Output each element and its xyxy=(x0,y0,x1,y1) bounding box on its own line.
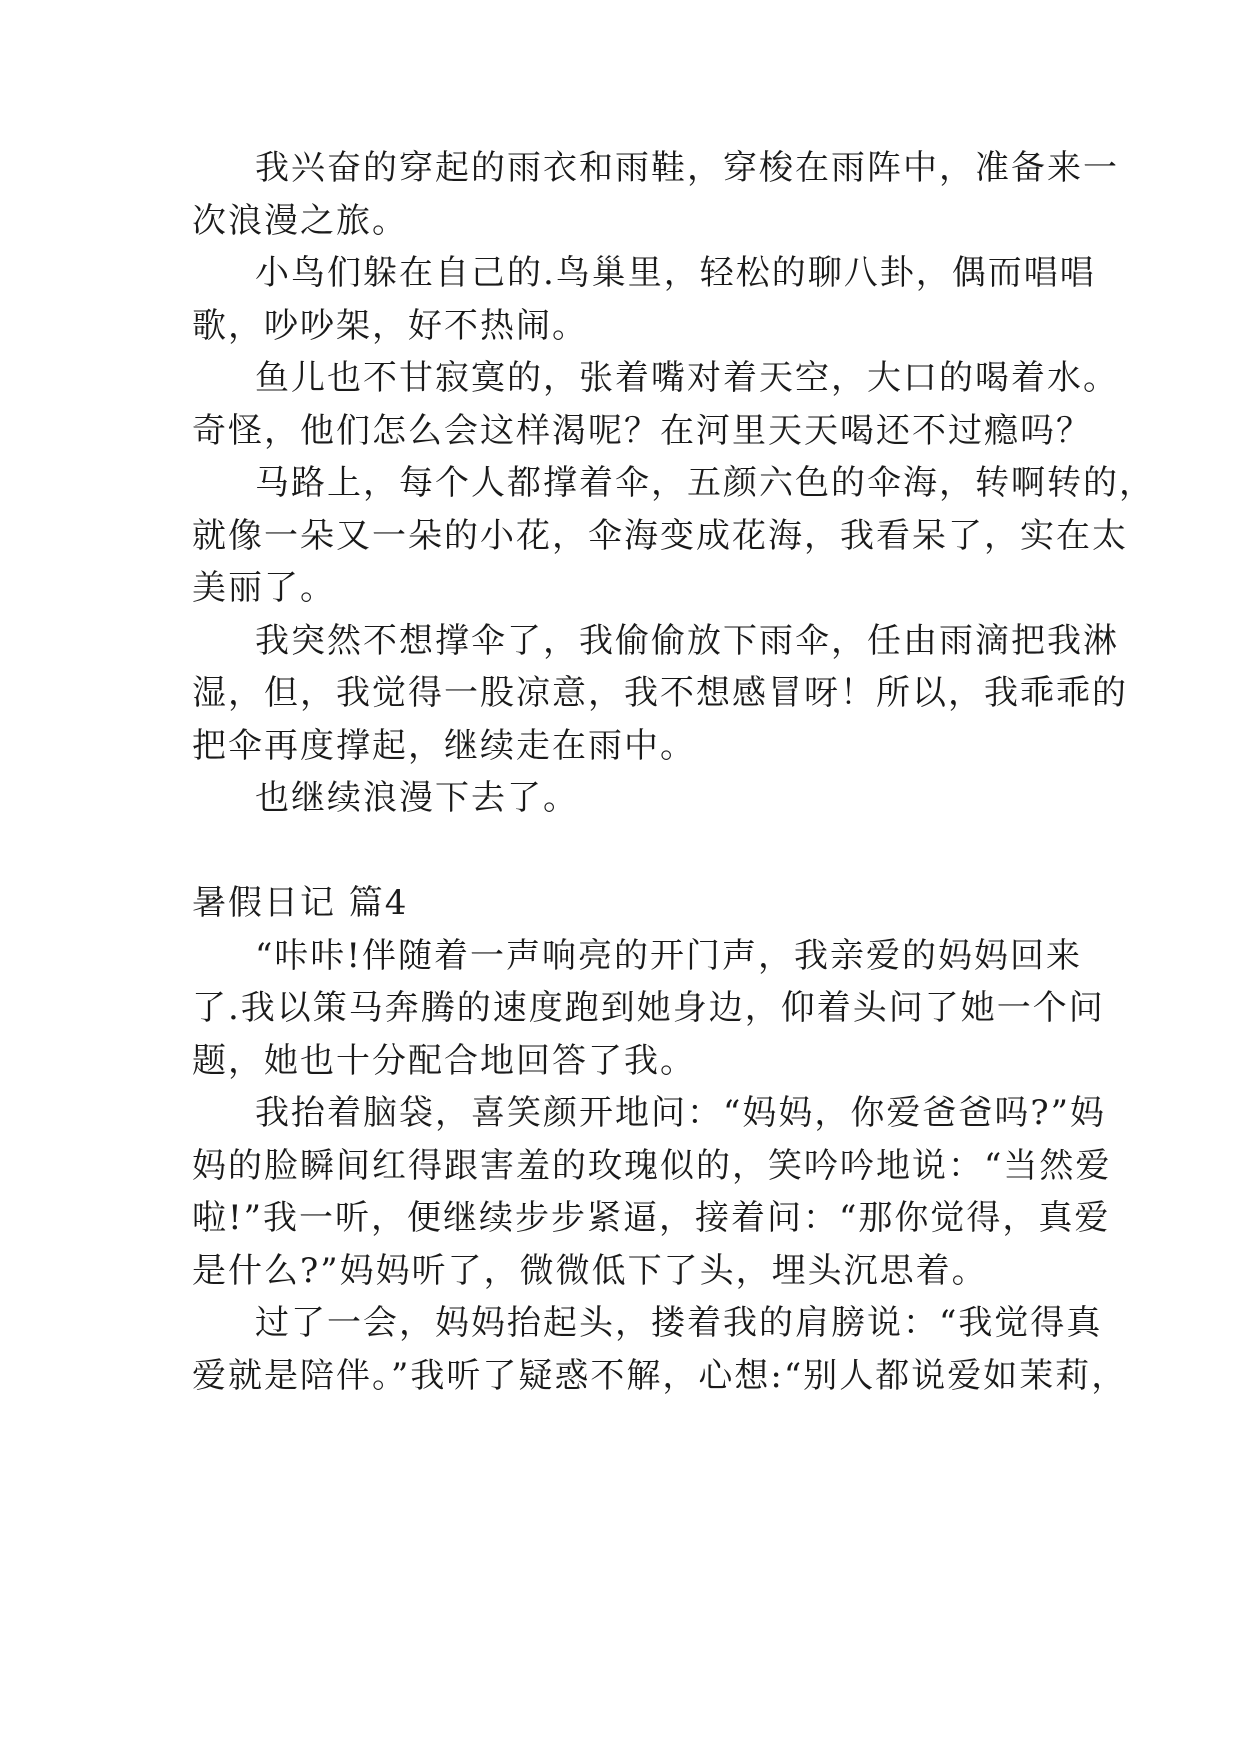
paragraph-5-line-2: 湿，但，我觉得一股凉意，我不想感冒呀！所以，我乖乖的 xyxy=(192,673,1128,713)
paragraph-2-line-2: 歌，吵吵架，好不热闹。 xyxy=(192,306,588,346)
paragraph-3-line-2: 奇怪，他们怎么会这样渴呢？在河里天天喝还不过瘾吗？ xyxy=(192,411,1092,451)
section-paragraph-1-line-3: 题，她也十分配合地回答了我。 xyxy=(192,1041,696,1081)
section-paragraph-1-line-1: “咔咔!伴随着一声响亮的开门声，我亲爱的妈妈回来 xyxy=(255,936,1083,976)
paragraph-4-line-1: 马路上，每个人都撑着伞，五颜六色的伞海，转啊转的， xyxy=(255,463,1155,503)
section-paragraph-1-line-2: 了.我以策马奔腾的速度跑到她身边，仰着头问了她一个问 xyxy=(192,988,1105,1028)
paragraph-1-line-2: 次浪漫之旅。 xyxy=(192,201,408,241)
section-paragraph-2-line-1: 我抬着脑袋，喜笑颜开地问：“妈妈，你爱爸爸吗?”妈 xyxy=(255,1093,1106,1133)
paragraph-1-line-1: 我兴奋的穿起的雨衣和雨鞋，穿梭在雨阵中，准备来一 xyxy=(255,148,1119,188)
paragraph-6-line-1: 也继续浪漫下去了。 xyxy=(255,778,579,818)
paragraph-3-line-1: 鱼儿也不甘寂寞的，张着嘴对着天空，大口的喝着水。 xyxy=(255,358,1119,398)
section-heading: 暑假日记 篇4 xyxy=(192,883,409,923)
section-paragraph-2-line-4: 是什么?”妈妈听了，微微低下了头，埋头沉思着。 xyxy=(192,1251,988,1291)
paragraph-4-line-2: 就像一朵又一朵的小花，伞海变成花海，我看呆了，实在太 xyxy=(192,516,1128,556)
section-paragraph-2-line-3: 啦!”我一听，便继续步步紧逼，接着问：“那你觉得，真爱 xyxy=(192,1198,1111,1238)
section-paragraph-2-line-2: 妈的脸瞬间红得跟害羞的玫瑰似的，笑吟吟地说：“当然爱 xyxy=(192,1146,1112,1186)
section-paragraph-3-line-1: 过了一会，妈妈抬起头，搂着我的肩膀说：“我觉得真 xyxy=(255,1303,1103,1343)
paragraph-4-line-3: 美丽了。 xyxy=(192,568,336,608)
paragraph-5-line-3: 把伞再度撑起，继续走在雨中。 xyxy=(192,726,696,766)
paragraph-5-line-1: 我突然不想撑伞了，我偷偷放下雨伞，任由雨滴把我淋 xyxy=(255,621,1119,661)
section-paragraph-3-line-2: 爱就是陪伴。”我听了疑惑不解，心想:“别人都说爱如茉莉， xyxy=(192,1356,1128,1396)
paragraph-2-line-1: 小鸟们躲在自己的.鸟巢里，轻松的聊八卦，偶而唱唱 xyxy=(255,253,1096,293)
